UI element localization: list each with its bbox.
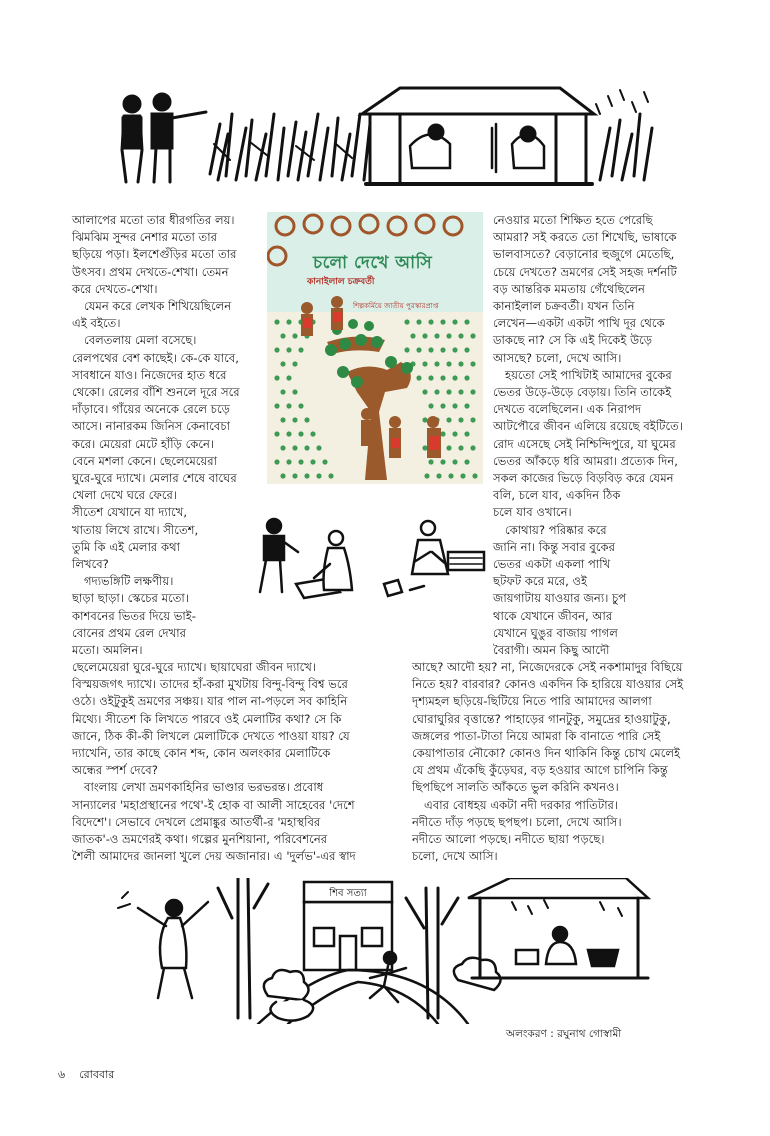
text-line: জানি না। কিন্তু সবার বুকের xyxy=(493,539,616,554)
text-line: হয়তো সেই পাখিটাই আমাদের বুকের xyxy=(505,367,672,382)
text-line: বলি, চলে যাব, একদিন ঠিক xyxy=(493,488,621,503)
text-line: ঘুরে-ঘুরে দ্যাখে। মেলার শেষে বাঘের xyxy=(72,471,237,486)
text-line: বিদেশে'। সেভাবে দেখলে প্রেমাঙ্কুর আতর্থী-র 'মহাস্থবির xyxy=(72,814,321,829)
left-column-bottom xyxy=(72,659,402,865)
page-number: ৬ xyxy=(58,1068,66,1081)
text-line: দেখতে বলেছিলেন। এক নিরাপদ xyxy=(493,402,642,417)
text-line: ছড়িয়ে পড়া। ইলশেগুঁড়ির মতো তার xyxy=(72,247,237,262)
text-line: কেয়াপাতার নৌকো? কোনও দিন থাকিনি কিন্তু চোখ মেলেই xyxy=(412,746,681,761)
text-line: রেলপথের বেশ কাছেই। কে-কে যাবে, xyxy=(72,350,239,365)
text-line: ভেতর উড়ে-উড়ে বেড়ায়। তিনি তাকেই xyxy=(493,385,672,400)
text-line: ছেলেমেয়েরা ঘুরে-ঘুরে দ্যাখে। ছায়াঘেরা জীবন দ্যাখে। xyxy=(72,660,317,674)
text-line: ছিপছিপে সালতি আঁকতে ভুল করিনি কখনও। xyxy=(412,780,619,795)
text-line: নদীতে দাঁড় পড়ছে ছপছপ। চলো, দেখে আসি। xyxy=(412,814,622,829)
text-line: থেকো। রেলের বাঁশি শুনলে দূরে সরে xyxy=(72,385,240,400)
text-line: শৈলী আমাদের জানলা খুলে দেয় অজানার। এ 'দুর্লভ'-এর স্বাদ xyxy=(72,849,356,864)
text-line: থাকে যেখানে জীবন, আর xyxy=(493,608,613,623)
text-line: চেয়ে দেখতে? ভ্রমণের সেই সহজ দর্শনটি xyxy=(493,264,677,279)
text-line: খেলা দেখে ঘরে ফেরে। xyxy=(72,488,177,503)
top-illustration xyxy=(100,84,660,196)
left-column xyxy=(72,212,262,659)
text-line: নিতে হয়? বারবার? কোনও একদিন কি হারিয়ে যাওয়ার সেই xyxy=(412,677,684,692)
text-line: বড় আন্তরিক মমতায় গেঁথেছিলেন xyxy=(493,281,645,296)
shop-sign-text: শিব সত্যা xyxy=(329,888,367,899)
middle-illustration xyxy=(252,512,502,602)
text-line: যেমন করে লেখক শিখিয়েছিলেন xyxy=(84,299,232,314)
text-line: বেনে মশলা কেনে। ছেলেমেয়েরা xyxy=(72,453,217,468)
text-line: খাতায় লিখে রাখে। সীতেশ, xyxy=(72,522,199,537)
text-line: ঝিমঝিম সুন্দর নেশার মতো তার xyxy=(72,230,217,245)
text-line: নদীতে আলো পড়ছে। নদীতে ছায়া পড়ছে। xyxy=(412,832,605,847)
right-column-bottom xyxy=(412,659,712,865)
page-footer xyxy=(58,1066,114,1085)
text-line: এবার বোধহয় একটা নদী দরকার পাতিটার। xyxy=(424,797,619,812)
text-line: মিথ্যে। সীতেশ কি লিখতে পারবে ওই মেলাটির কথা? সে কি xyxy=(72,711,342,726)
text-line: উৎসব। প্রথম দেখতে-শেখা। তেমন xyxy=(72,264,229,279)
book-subtitle: শিল্পকর্মিয়ে জাতীয় পুরস্কারপ্রাপ্ত xyxy=(353,302,439,310)
text-line: ছটফট করে মরে, ওই xyxy=(493,574,588,589)
text-line: কানাইলাল চক্রবর্তী। যখন তিনি xyxy=(493,299,635,314)
text-line: সাবধানে যাও। নিজেদের হাত ধরে xyxy=(72,367,227,382)
book-author: কানাইলাল চক্রবর্তী xyxy=(307,277,375,287)
text-line: যেখানে ঘুঙুর বাজায় পাগল xyxy=(493,625,618,640)
illustration-credit: অলংকরণ : রঘুনাথ গোস্বামী xyxy=(506,1028,622,1040)
text-line: ভেতর একটা একলা পাখি xyxy=(493,557,611,572)
text-line: বাংলায় লেখা ভ্রমণকাহিনির ভাণ্ডার ভরভরন্ত। প্রবোধ xyxy=(84,780,324,795)
text-line: অন্ধের স্পর্শ দেবে? xyxy=(72,763,158,778)
text-line: নেওয়ার মতো শিক্ষিত হতে পেরেছি xyxy=(493,213,653,227)
book-title: চলো দেখে আসি xyxy=(313,253,433,273)
text-line: চলে যাব ওখানে। xyxy=(493,505,572,520)
text-line: কাশবনের ভিতর দিয়ে ভাই- xyxy=(72,608,196,623)
text-line: চলো, দেখে আসি। xyxy=(412,849,498,864)
text-line: ভেতর আঁকড়ে ধরি আমরা। প্রত্যেক দিন, xyxy=(493,453,678,468)
text-line: সান্যালের 'মহাপ্রস্থানের পথে'-ই হোক বা আলী সাহেবের 'দেশে xyxy=(72,797,355,812)
text-line: বিস্ময়জগৎ দ্যাখে। তাদের হাঁ-করা মুখটায় বিন্দু-বিন্দু বিশ্ব ভরে xyxy=(72,677,348,692)
text-line: ভালবাসতে? বেড়ানোর হুজুগে মেতেছি, xyxy=(493,247,675,262)
text-line: দ্যাখেনি, তার কাছে কোন শব্দ, কোন অলংকার মেলাটিকে xyxy=(72,746,331,761)
section-name: রোববার xyxy=(79,1068,115,1081)
text-line: ওঠে। ওইটুকুই ভ্রমণের সঞ্চয়। যার পাল না-পড়লে সব কাহিনি xyxy=(72,694,348,709)
text-line: জাতক'-ও ভ্রমণেরই কথা। গল্পের মুনশিয়ানা, পরিবেশনের xyxy=(72,832,328,847)
text-line: কোথায়? পরিষ্কার করে xyxy=(505,522,607,537)
text-line: বোনের প্রথম রেল দেখার xyxy=(72,625,186,640)
text-line: ছাড়া ছাড়া। স্কেচের মতো। xyxy=(72,591,189,606)
text-line: লিখবে? xyxy=(72,557,109,572)
text-line: করে। মেয়েরা মেটে হাঁড়ি কেনে। xyxy=(72,436,215,451)
text-line: সীতেশ যেখানে যা দ্যাখে, xyxy=(72,505,187,520)
book-cover xyxy=(267,212,483,484)
text-line: বেলতলায় মেলা বসেছে। xyxy=(84,333,197,348)
text-line: মতো। অমলিন। xyxy=(72,643,143,658)
text-line: আসছে? চলো, দেখে আসি। xyxy=(493,350,622,365)
text-line: সকল কাজের ভিড়ে বিড়বিড় করে যেমন xyxy=(493,471,674,486)
text-line: ডাকছে না? সে কি এই দিকেই উড়ে xyxy=(493,333,653,348)
text-line: জায়গাটায় যাওয়ার জন্য। চুপ xyxy=(493,591,627,606)
text-line: তুমি কি এই মেলার কথা xyxy=(72,539,180,554)
text-line: যে প্রথম এঁকেছি কুঁড়েঘর, বড় হওয়ার আগে চাপিনি কিন্তু xyxy=(412,763,668,778)
text-line: আসে। নানারকম জিনিস কেনাবেচা xyxy=(72,419,230,434)
text-line: রোদ এসেছে সেই নিশ্চিন্দিপুরে, যা ঘুমের xyxy=(493,436,676,451)
text-line: এই বইতে। xyxy=(72,316,121,331)
text-line: বৈরাগী। অমন কিছু আদৌ xyxy=(493,643,610,658)
text-line: আলাপের মতো তার ধীরগতির লয়। xyxy=(72,213,235,227)
text-line: আটপৌরে জীবন এলিয়ে রয়েছে বইটিতে। xyxy=(493,419,683,434)
text-line: দৃশ্যমহল ছড়িয়ে-ছিটিয়ে নিতে পারি আমাদের আলগা xyxy=(412,694,652,709)
text-line: করে দেখতে-শেখা। xyxy=(72,281,158,296)
bottom-illustration xyxy=(108,878,668,1024)
text-line: গদ্যভঙ্গিটি লক্ষণীয়। xyxy=(84,574,174,589)
text-line: দাঁড়াবে। গাঁয়ের অনেকে রেলে চড়ে xyxy=(72,402,230,417)
text-line: লেখেন—একটা একটা পাখি দূর থেকে xyxy=(493,316,665,331)
right-column xyxy=(493,212,703,659)
text-line: আমরা? সই করতে তো শিখেছি, ভাষাকে xyxy=(493,230,677,245)
text-line: জঙ্গলের পাতা-টাতা নিয়ে আমরা কি বানাতে পারি সেই xyxy=(412,728,661,743)
text-line: জানে, ঠিক কী-কী লিখলে মেলাটিকে দেখতে পাওয়া যায়? যে xyxy=(72,728,350,743)
text-line: আছে? আদৌ হয়? না, নিজেদেরকে সেই নকশামাদুর বিছিয়ে xyxy=(412,660,683,674)
text-line: ঘোরাঘুরির বৃত্তান্তে? পাহাড়ের গানটুকু, সমুদ্রের হাওয়াটুকু, xyxy=(412,711,671,726)
